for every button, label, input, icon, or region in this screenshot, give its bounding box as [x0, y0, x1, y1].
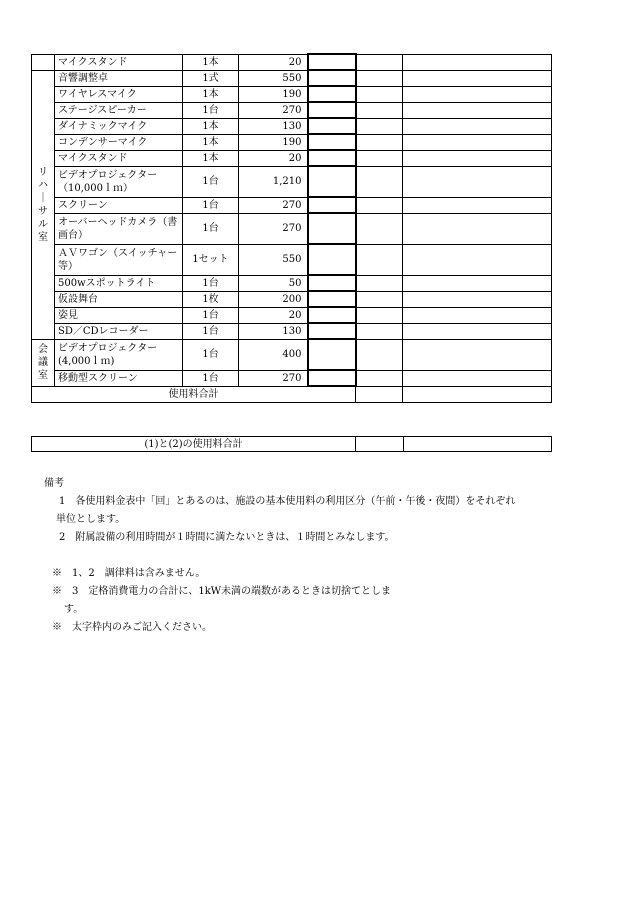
equipment-fee: 130 — [239, 118, 308, 134]
note-item-2: 2 附属設備の利用時間が１時間に満たないときは、１時間とみなします。 — [59, 532, 395, 543]
grand-total-table — [31, 436, 552, 452]
equipment-unit: 1本 — [183, 54, 239, 70]
remarks-cell — [403, 86, 552, 102]
grand-total-row — [32, 437, 552, 452]
notes-section — [44, 475, 614, 637]
amount-cell — [356, 275, 403, 291]
remarks-cell — [403, 323, 552, 339]
amount-cell — [356, 370, 403, 386]
note-item-1-continued: 単位とします。 — [56, 514, 126, 525]
amount-cell — [356, 197, 403, 213]
remarks-cell — [403, 213, 552, 244]
equipment-fee: 270 — [239, 102, 308, 118]
equipment-unit: 1台 — [183, 323, 239, 339]
remarks-cell — [403, 166, 552, 197]
equipment-fee: 20 — [239, 54, 308, 70]
remarks-cell — [403, 134, 552, 150]
equipment-fee: 20 — [239, 150, 308, 166]
table-row — [32, 134, 552, 150]
quantity-entry-cell[interactable] — [308, 86, 356, 102]
amount-cell — [356, 291, 403, 307]
equipment-name: ビデオプロジェクター（10,000ｌｍ） — [55, 166, 183, 197]
remarks-cell — [403, 70, 552, 86]
amount-cell — [356, 54, 403, 70]
equipment-name: ワイヤレスマイク — [55, 86, 183, 102]
grand-total-amount-cell — [356, 437, 404, 452]
equipment-fee: 550 — [239, 244, 308, 275]
quantity-entry-cell[interactable] — [308, 54, 356, 70]
equipment-unit: 1台 — [183, 197, 239, 213]
total-amount-cell — [356, 386, 403, 403]
amount-cell — [356, 339, 403, 370]
amount-cell — [356, 323, 403, 339]
equipment-fee: 270 — [239, 213, 308, 244]
quantity-entry-cell[interactable] — [308, 213, 356, 244]
quantity-entry-cell[interactable] — [308, 150, 356, 166]
table-row — [32, 166, 552, 197]
equipment-unit: 1本 — [183, 86, 239, 102]
equipment-unit: 1台 — [183, 307, 239, 323]
equipment-unit: 1式 — [183, 70, 239, 86]
equipment-fee: 270 — [239, 197, 308, 213]
table-row — [32, 323, 552, 339]
total-row — [32, 386, 552, 403]
amount-cell — [356, 70, 403, 86]
equipment-unit: 1台 — [183, 213, 239, 244]
category-meeting-room: 会 議 室 — [32, 339, 55, 386]
table-row — [32, 291, 552, 307]
table-row — [32, 307, 552, 323]
equipment-fee: 200 — [239, 291, 308, 307]
equipment-name: 音響調整卓 — [55, 70, 183, 86]
equipment-name: オーバーヘッドカメラ（書画台） — [55, 213, 183, 244]
amount-cell — [356, 134, 403, 150]
remarks-cell — [403, 291, 552, 307]
grand-total-label: (1)と(2)の使用料合計 — [32, 437, 356, 452]
equipment-unit: 1本 — [183, 134, 239, 150]
remarks-cell — [403, 118, 552, 134]
note-item-1: 1 各使用料金表中「回」とあるのは、施設の基本使用料の利用区分（午前・午後・夜間）をそれぞれ — [59, 496, 516, 507]
equipment-name: ダイナミックマイク — [55, 118, 183, 134]
equipment-name: 仮設舞台 — [55, 291, 183, 307]
equipment-unit: 1台 — [183, 102, 239, 118]
table-row — [32, 102, 552, 118]
quantity-entry-cell[interactable] — [308, 275, 356, 291]
remarks-cell — [403, 307, 552, 323]
quantity-entry-cell[interactable] — [308, 339, 356, 370]
equipment-name: 500wスポットライト — [55, 275, 183, 291]
remarks-cell — [403, 150, 552, 166]
equipment-unit: 1セット — [183, 244, 239, 275]
equipment-fee: 270 — [239, 370, 308, 386]
amount-cell — [356, 244, 403, 275]
table-row — [32, 150, 552, 166]
table-row — [32, 213, 552, 244]
remarks-cell — [403, 370, 552, 386]
table-row — [32, 54, 552, 70]
equipment-fee-table — [31, 53, 552, 403]
notes-heading: 備考 — [44, 478, 64, 489]
equipment-name: マイクスタンド — [55, 54, 183, 70]
equipment-unit: 1台 — [183, 275, 239, 291]
equipment-name: ビデオプロジェクター(4,000ｌｍ) — [55, 339, 183, 370]
quantity-entry-cell[interactable] — [308, 197, 356, 213]
amount-cell — [356, 118, 403, 134]
equipment-unit: 1台 — [183, 370, 239, 386]
remarks-cell — [403, 339, 552, 370]
category-cell-blank — [32, 54, 55, 70]
table-row — [32, 370, 552, 386]
equipment-unit: 1枚 — [183, 291, 239, 307]
category-rehearsal-room: リ ハ ｜ サ ル 室 — [32, 70, 55, 339]
equipment-fee: 1,210 — [239, 166, 308, 197]
amount-cell — [356, 213, 403, 244]
table-row — [32, 244, 552, 275]
table-row — [32, 339, 552, 370]
amount-cell — [356, 86, 403, 102]
amount-cell — [356, 150, 403, 166]
remarks-cell — [403, 244, 552, 275]
table-row — [32, 70, 552, 86]
equipment-name: ＡＶワゴン（スイッチャー等） — [55, 244, 183, 275]
quantity-entry-cell[interactable] — [308, 118, 356, 134]
equipment-unit: 1本 — [183, 150, 239, 166]
equipment-fee: 50 — [239, 275, 308, 291]
amount-cell — [356, 102, 403, 118]
remarks-cell — [403, 102, 552, 118]
quantity-entry-cell[interactable] — [308, 70, 356, 86]
grand-total-remarks-cell — [404, 437, 552, 452]
table-row — [32, 86, 552, 102]
total-remarks-cell — [403, 386, 552, 403]
equipment-fee: 400 — [239, 339, 308, 370]
remarks-cell — [403, 197, 552, 213]
equipment-fee: 130 — [239, 323, 308, 339]
equipment-name: スクリーン — [55, 197, 183, 213]
equipment-unit: 1本 — [183, 118, 239, 134]
remarks-cell — [403, 275, 552, 291]
table-row — [32, 275, 552, 291]
note-mark-1: ※ 1、2 調律料は含みません。 — [52, 568, 206, 579]
note-mark-2-continued: す。 — [64, 604, 84, 615]
equipment-fee: 190 — [239, 134, 308, 150]
equipment-fee: 550 — [239, 70, 308, 86]
equipment-name: 姿見 — [55, 307, 183, 323]
total-label: 使用料合計 — [32, 386, 356, 403]
note-mark-2: ※ 3 定格消費電力の合計に、1kW未満の端数があるときは切捨てとしま — [52, 586, 392, 597]
equipment-name: マイクスタンド — [55, 150, 183, 166]
quantity-entry-cell[interactable] — [308, 102, 356, 118]
quantity-entry-cell[interactable] — [308, 370, 356, 386]
table-row — [32, 118, 552, 134]
equipment-name: SD／CDレコーダー — [55, 323, 183, 339]
equipment-unit: 1台 — [183, 339, 239, 370]
note-mark-3: ※ 太字枠内のみご記入ください。 — [52, 622, 212, 633]
notes-spacer — [44, 547, 614, 565]
equipment-fee: 20 — [239, 307, 308, 323]
equipment-fee: 190 — [239, 86, 308, 102]
table-row — [32, 197, 552, 213]
quantity-entry-cell[interactable] — [308, 307, 356, 323]
quantity-entry-cell[interactable] — [308, 291, 356, 307]
amount-cell — [356, 307, 403, 323]
equipment-unit: 1台 — [183, 166, 239, 197]
equipment-name: ステージスピーカー — [55, 102, 183, 118]
equipment-name: コンデンサーマイク — [55, 134, 183, 150]
quantity-entry-cell[interactable] — [308, 244, 356, 275]
quantity-entry-cell[interactable] — [308, 323, 356, 339]
equipment-name: 移動型スクリーン — [55, 370, 183, 386]
quantity-entry-cell[interactable] — [308, 134, 356, 150]
quantity-entry-cell[interactable] — [308, 166, 356, 197]
remarks-cell — [403, 54, 552, 70]
amount-cell — [356, 166, 403, 197]
